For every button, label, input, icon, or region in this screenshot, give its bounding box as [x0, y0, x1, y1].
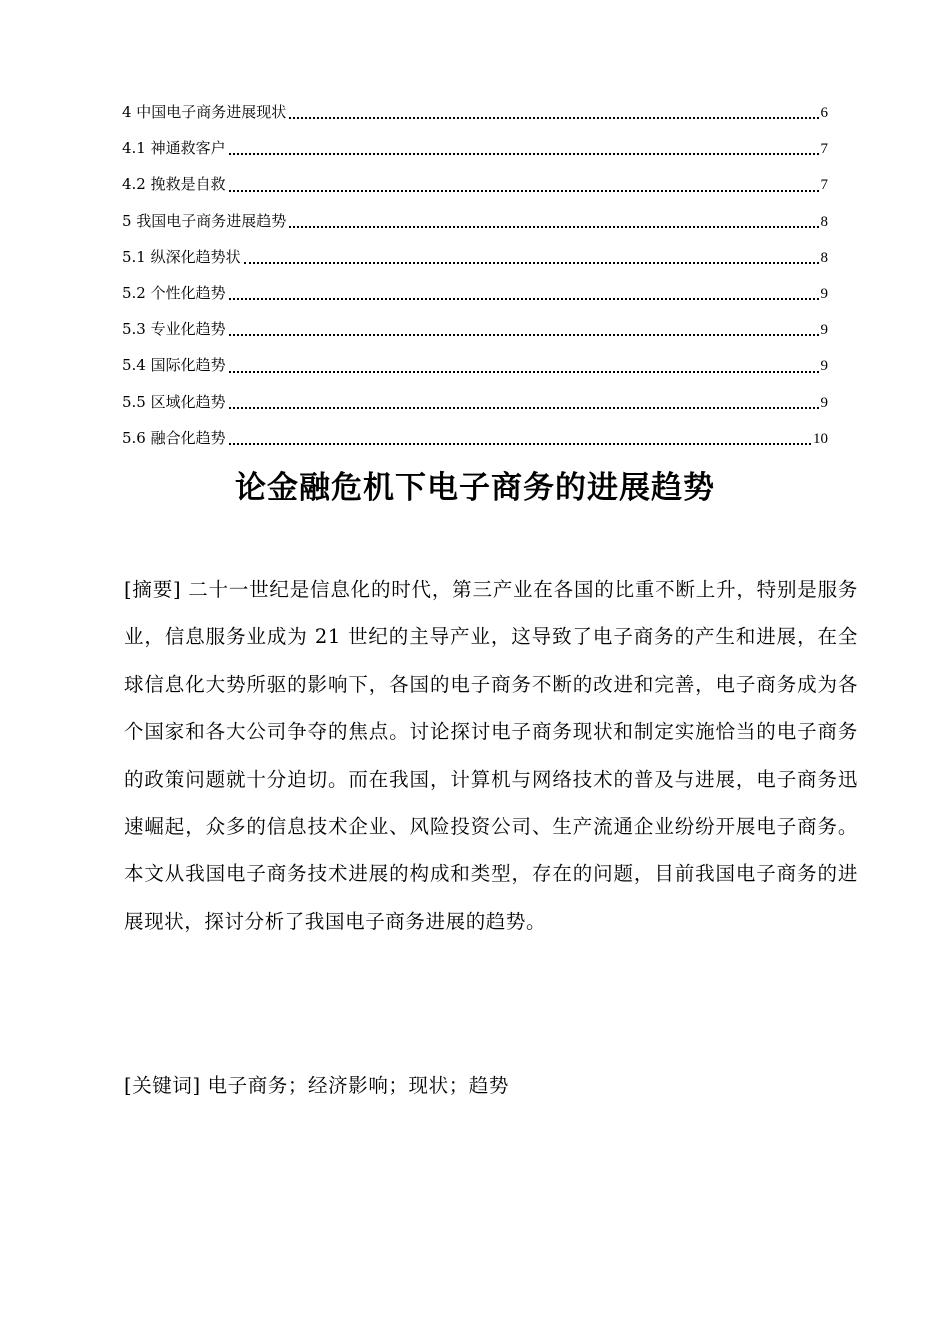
- toc-entry-label: 5.5 区域化趋势: [122, 392, 226, 411]
- toc-leader-dots: [229, 407, 819, 409]
- toc-entry-label: 5.4 国际化趋势: [122, 356, 226, 375]
- toc-entry-page: 7: [820, 141, 828, 158]
- toc-leader-dots: [229, 371, 819, 373]
- toc-entry[interactable]: [122, 390, 828, 426]
- toc-entry[interactable]: [122, 172, 828, 208]
- toc-leader-dots: [229, 334, 819, 336]
- toc-entry-label: 5.6 融合化趋势: [122, 428, 226, 447]
- toc-entry-page: 8: [820, 213, 828, 230]
- toc-entry[interactable]: [122, 100, 828, 136]
- toc-entry-label: 5.3 专业化趋势: [122, 320, 226, 339]
- toc-entry-label: 5.2 个性化趋势: [122, 283, 226, 302]
- toc-entry-label: 4.1 神通救客户: [122, 139, 226, 158]
- toc-entry-page: 9: [820, 394, 828, 411]
- toc-entry-page: 9: [820, 322, 828, 339]
- toc-entry-page: 9: [820, 358, 828, 375]
- toc-leader-dots: [229, 443, 811, 445]
- toc-entry[interactable]: [122, 209, 828, 245]
- toc-entry-page: 9: [820, 285, 828, 302]
- toc-entry[interactable]: [122, 426, 828, 462]
- toc-entry-page: 8: [820, 249, 828, 266]
- toc-entry[interactable]: [122, 245, 828, 281]
- toc-leader-dots: [229, 298, 819, 300]
- toc-entry[interactable]: [122, 353, 828, 389]
- toc-entry[interactable]: [122, 136, 828, 172]
- toc-leader-dots: [289, 226, 818, 228]
- toc-entry-label: 4 中国电子商务进展现状: [122, 103, 287, 121]
- toc-entry[interactable]: [122, 281, 828, 317]
- toc-entry-label: 4.2 挽救是自救: [122, 175, 226, 194]
- toc-leader-dots: [289, 117, 818, 119]
- document-title: 论金融危机下电子商务的进展趋势: [235, 470, 715, 506]
- toc-leader-dots: [229, 190, 819, 192]
- toc-entry[interactable]: [122, 317, 828, 353]
- toc-entry-page: 6: [820, 105, 828, 121]
- toc-entry-label: 5.1 纵深化趋势状: [122, 247, 241, 266]
- keywords-line: [关键词] 电子商务；经济影响；现状；趋势: [124, 1074, 510, 1097]
- toc-entry-page: 10: [813, 430, 828, 447]
- table-of-contents: [122, 100, 828, 462]
- toc-leader-dots: [229, 153, 819, 155]
- abstract-paragraph: [摘要] 二十一世纪是信息化的时代，第三产业在各国的比重不断上升，特别是服务业，信息服务业成为 21 世纪的主导产业，这导致了电子商务的产生和进展，在全球信息化大势所驱的影响下，各国的电子商务不断的改进和完善，电子商务成为各个国家和各大公司争夺的焦点。讨论探讨电子商务现状和制定实施恰当的电子商务的政策问题就十分迫切。而在我国，计算机与网络技术的普及与进展，电子商务迅速崛起，众多的信息技术企业、风险投资公司、生产流通企业纷纷开展电子商务。 本文从我国电子商务技术进展的构成和类型，存在的问题，目前我国电子商务的进展现状，探讨分析了我国电子商务进展的趋势。: [124, 578, 858, 933]
- toc-entry-label: 5 我国电子商务进展趋势: [122, 211, 287, 230]
- toc-leader-dots: [244, 262, 819, 264]
- toc-entry-page: 7: [820, 177, 828, 194]
